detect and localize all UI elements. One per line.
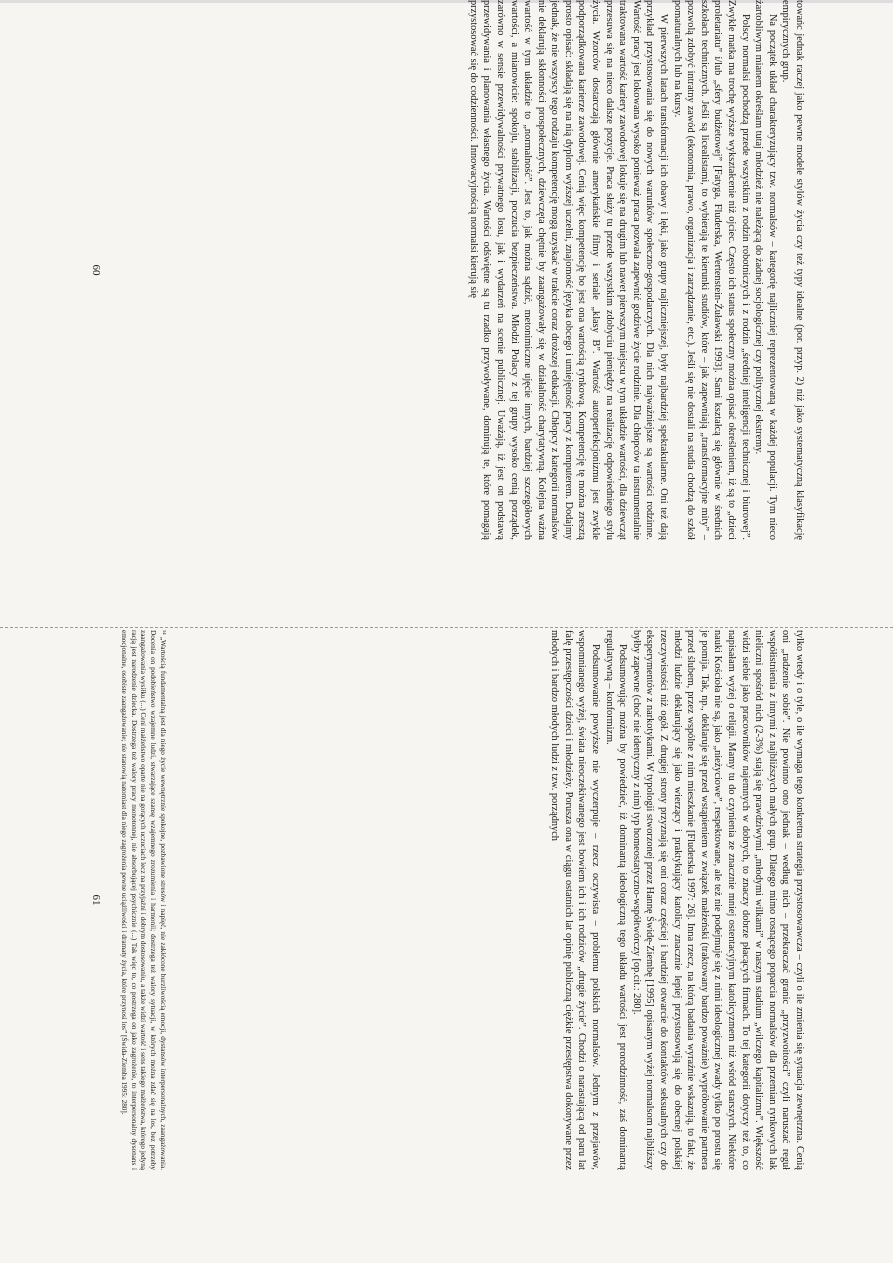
paragraph: Podsumowując można by powiedzieć, iż dominantą ideologiczną tego układu wartości jest prorodzinność, zaś dominantą regulatywną – konformizm. [603,630,629,1170]
paragraph: Na początek układ charakteryzujący tzw. normalsów – kategorię najliczniej reprezentowaną w każdej populacji. Tym nieco żartobliwym mianem określam tutaj młodzież nie należącą do żadnej socjologicznej czy politycznej ekstremy. [753,0,778,540]
footnote [118,630,167,1170]
page-61-text [548,630,806,1170]
paragraph: W pierwszych latach transformacji ich obawy i lęki, jako grupy najliczniejszej, były najbardziej spektakularne. Oni też dają przykład przystosowania się do nowych warunków społeczno-gospodarczych. Dla nich najważniejsze są wartości rodzinne. Wartość pracy jest lokowana wysoko ponieważ praca pozwala zapewnić godziwe życie rodzinie. Dla chłopców ta instrumentalnie traktowana wartość kariery zawodowej lokuje się na drugim lub nawet pierwszym miejscu w tym układzie wartości, dla dziewcząt przesuwa się na nieco dalsze pozycje. Praca służy tu przede wszystkim zdobyciu pieniędzy na realizację odpowiedniego stylu życia. Wzorców dostarczają głównie amerykańskie filmy i seriale „klasy B”. Wartość autoperfekcjonizmu jest zwykle podporządkowana karierze zawodowej. Cenią więc kompetencję bo jest ona wartością rynkową. Kompetencję tę można zresztą prosto opisać: składają się na nią dyplom wyższej uczelni, znajomość języka obcego i umiejętność pracy z komputerem. Dodajmy jednak, że nie wszyscy tego rodzaju kompetencję mogą uzyskać w trakcie coraz droższej edukacji. Chłopcy z kategorii normalsów nie deklarują skłonności prospołecznych, dziewczęta chętnie by zaangażowały się w działalność charytatywną. Kolejna ważna wartość w tym układzie to „normalność”. Jest to, jak można sądzić, metonimiczne ujęcie innych, bardziej szczegółowych wartości, a mianowicie: spokoju, stabilizacji, poczucia bezpieczeństwa. Młodzi Polacy z tej grupy wysoko cenią porządek, zarówno w sensie przewidywalności prywatnego losu, jak i wydarzeń na scenie publicznej. Uważają, iż jest on podstawą przewidywania i planowania własnego życia. Wartości odświętne są tu rzadko przywoływane, dominują te, które pomagają przystosować się do codzienności. Innowacyjnością normalsi kierują się [467,0,670,540]
page-60-text [466,0,806,540]
paragraph: Polscy normalsi pochodzą przede wszystkim z rodzin robotniczych i z rodzin „średniej inteligencji technicznej i biurowej”. Zwykle matka ma trochę wyższe wykształcenie niż ojciec. Często ich status społeczny można opisać określeniem, iż są to „dzieci proletariatu” i/lub „sfery budżetowej” [Fatyga, Fluderska, Wertenstein-Żuławski 1993]. Sami kształcą się głównie w średnich szkołach technicznych. Jeśli są licealistami, to wybierają te kierunki studiów, które – jak zapewniają „transformacyjne mity” – pozwolą zdobyć intratny zawód (ekonomia, prawo, organizacja i zarządzanie, etc.). Jeśli się nie dostali na studia chodzą do szkół pomaturalnych lub na kursy. [671,0,751,540]
page-number: 60 [90,264,102,276]
paragraph: tylko wtedy i o tyle, o ile wymaga tego konkretna strategia przystosowawcza – czyli o ile zmienia się sytuacja zewnętrzna. Cenią oni „radzenie sobie”. Nie powinno ono jednak – według nich – przekraczać granic „przyzwoitości” czyli naruszać reguł współistnienia z innymi z najbliższych małych grup. Dlatego mimo rosnącego poparcia normalsów dla przemian rynkowych lak nieliczni spośród nich (2-3%) stają się prawdziwymi „młodymi wilkami” w naszym stadium „wilczego kapitalizmu”. Większość widzi siebie jako pracowników najemnych w dobrych, to znaczy dobrze płacących firmach. To tej kategorii dotyczy też to, co napisałam wyżej o religii. Mamy tu do czynienia ze znacznie mniej ostentacyjnym katolicyzmem niż wśród starszych. Niektóre nauki Kościoła nie są, jako „nieżyciowe”, respektowane, ale też nie podejmuje się z nimi ideologicznej zwady tylko po prostu się je pomija. Tak, np., deklaruje się przed wstąpieniem w związek małżeński (traktowany bardzo poważnie) wypróbowanie partnera przed ślubem, przez wspólne z nim mieszkanie [Fluderska 1997: 26]. Inna rzecz, na którą badania wyraźnie wskazują, to fakt, że młodzi ludzie deklarujący się jako wierzący i praktykujący katolicy znacznie lepiej przystosowują się do obecnej polskiej rzeczywistości niż ogół. Z drugiej strony przyznają się oni coraz częściej i bardziej otwarcie do kontaktów seksualnych czy do eksperymentów z narkotykami. W typologii stworzonej przez Hannę Świdę-Ziembę [1995] opisanym wyżej normalsom najbliższy byłby zapewne (choć nie identyczny z nim) typ homeostatyczno-współtwórczy [op.cit.: 280]. [630,630,805,1170]
page-divider [0,627,893,628]
footnote-text: ¹⁴ „Wartością fundamentalną jest dla niego życie wewnętrznie spokojne, pozbawione stresów i napięć, nie zakłócone burzliwością emocji, dystansów interpersonalnych, zaangażowania. Docenia on podobieństwo wzajemne ludzi, stwarzające szansę wzajemnego zrozumienia i harmonii; dostrzega też walory sytuacji, w których można zdać się na los, bez potrzeby zaangażowania wysiłku (...) Ceni małżeństwo oparte nie na gorących uczuciach lecz na przyjaźni i dobrym dostosowaniu, a także widzi wartość i sens takiego małżeństwa, którego jedyną racją jest narodzenie dziecka. Dostrzega też walory pracy monotonnej, nie absorbującej psychicznie (...) Tak więc to, co postrzega on jako zagrożenie, to interpersonalny dysonans i emocjonalne, osobiste zaangażowanie; nie stanowią natomiast dla niego zagrożenia pewne uciążliwości i dramaty życia, które przynosi los” [Świda-Ziemba 1995: 280]. [119,630,167,1170]
page-number: 61 [90,894,102,906]
page-60 [86,0,806,540]
paragraph: Podsumowanie powyższe nie wyczerpuje – rzecz oczywista – problemu polskich normalsów. Jednym z przejawów, wspomnianego wyżej, świata nieoczekiwanego jest bowiem ich i ich rodziców „drugie życie”. Chodzi o narastającą od paru lat falę przestępczości dzieci i młodzieży. Porusza ona w ciągu ostatnich lat opinię publiczną ciężkie przestępstwa dokonywane przez młodych i bardzo młodych ludzi z tzw. porządnych [549,630,602,1170]
paragraph: towańc jednak raczej jako pewne modele stylów życia czy też typy idealne (por. przyp. 2) niż jako systematyczną klasyfikację empirycznych grup. [780,0,805,540]
page-61 [86,630,806,1170]
